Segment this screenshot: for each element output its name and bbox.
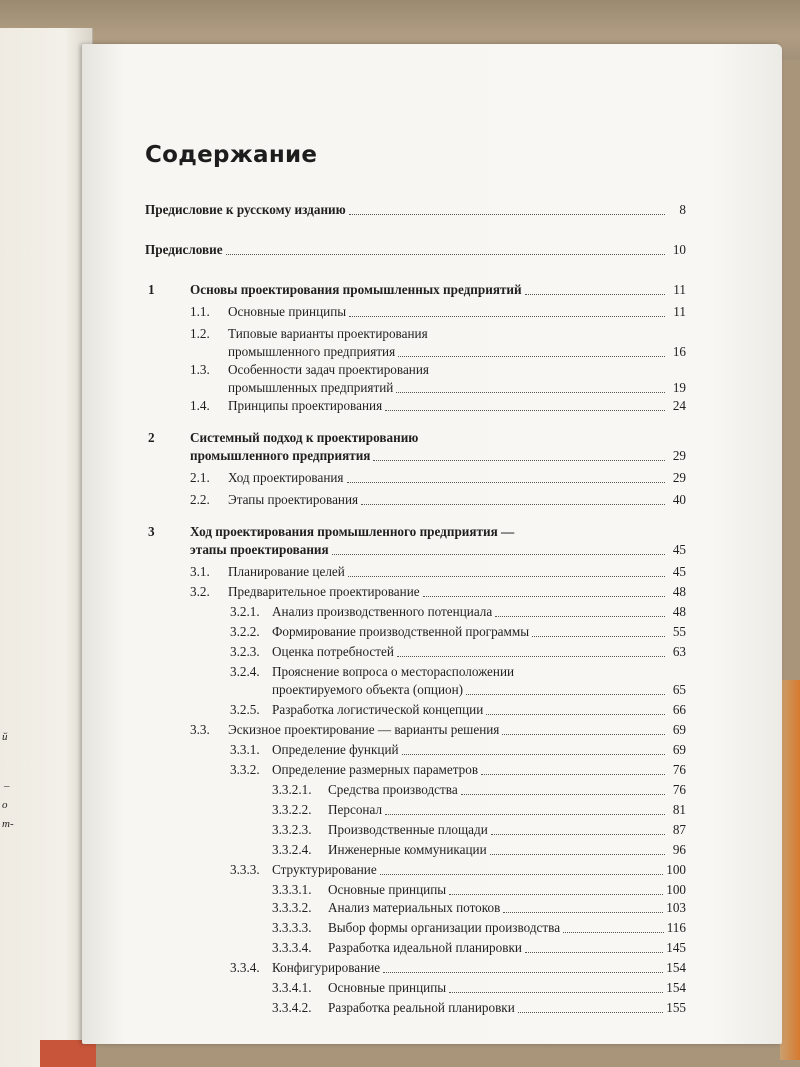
- toc-entry-number: 1: [148, 282, 155, 297]
- toc-entry-row[interactable]: [228, 722, 686, 738]
- toc-page-number: 66: [672, 702, 686, 717]
- toc-entry-row[interactable]: [190, 282, 686, 298]
- toc-entry-title: этапы проектирования: [190, 542, 329, 557]
- toc-entry-row[interactable]: [328, 940, 686, 956]
- dot-leader: [502, 733, 665, 735]
- toc-entry-title: промышленного предприятия: [190, 448, 371, 463]
- toc-entry-number: 3.3.3.2.: [272, 900, 312, 915]
- dot-leader: [402, 753, 665, 755]
- toc-entry-title: Инженерные коммуникации: [328, 842, 487, 857]
- toc-entry-title: проектируемого объекта (опцион): [272, 682, 464, 697]
- dot-leader: [226, 253, 665, 255]
- toc-entry-number: 2.1.: [190, 470, 210, 485]
- toc-entry-title: Особенности задач проектирования: [228, 362, 429, 377]
- dot-leader: [380, 873, 664, 875]
- dot-leader: [398, 355, 665, 357]
- toc-entry-number: 3.3.3.4.: [272, 940, 312, 955]
- toc-entry-row[interactable]: [272, 604, 686, 620]
- toc-entry-row[interactable]: [272, 702, 686, 718]
- toc-entry-title: промышленного предприятия: [228, 344, 396, 359]
- toc-page-number: 65: [672, 682, 686, 697]
- dot-leader: [449, 991, 663, 993]
- toc-entry-title: Определение функций: [272, 742, 399, 757]
- dot-leader: [385, 409, 665, 411]
- toc-entry-number: 3: [148, 524, 155, 539]
- toc-entry-number: 1.1.: [190, 304, 210, 319]
- toc-entry-number: 3.2.3.: [230, 644, 260, 659]
- toc-entry-title: Разработка идеальной планировки: [328, 940, 522, 955]
- toc-entry-number: 3.3.: [190, 722, 210, 737]
- toc-entry-row[interactable]: [272, 960, 686, 976]
- toc-page-number: 145: [666, 940, 686, 955]
- toc-entry-row[interactable]: [228, 492, 686, 508]
- toc-entry-title: Анализ производственного потенциала: [272, 604, 493, 619]
- toc-page-number: 40: [672, 492, 686, 507]
- toc-entry-row[interactable]: [228, 304, 686, 320]
- toc-entry-row[interactable]: [228, 344, 686, 360]
- toc-page-number: 45: [672, 564, 686, 579]
- toc-page-number: 29: [672, 448, 686, 463]
- toc-entry-row[interactable]: [328, 782, 686, 798]
- toc-entry-number: 2.2.: [190, 492, 210, 507]
- dot-leader: [449, 893, 663, 895]
- dot-leader: [373, 459, 665, 461]
- dot-leader: [423, 595, 665, 597]
- fragment: о: [2, 799, 8, 811]
- dot-leader: [397, 655, 665, 657]
- toc-page-number: 11: [673, 282, 686, 297]
- toc-page-number: 8: [679, 202, 686, 217]
- toc-entry-row[interactable]: [228, 398, 686, 414]
- toc-entry-row[interactable]: [328, 1000, 686, 1016]
- dot-leader: [525, 293, 665, 295]
- toc-entry-number: 3.3.3.3.: [272, 920, 312, 935]
- toc-entry-number: 3.3.2.4.: [272, 842, 312, 857]
- toc-entry-number: 3.3.2.: [230, 762, 260, 777]
- toc-entry-row[interactable]: [328, 882, 686, 898]
- dot-leader: [518, 1011, 663, 1013]
- fragment: й: [2, 731, 8, 743]
- toc-page-number: 69: [672, 722, 686, 737]
- dot-leader: [385, 813, 665, 815]
- toc-entry-title: Эскизное проектирование — варианты решения: [228, 722, 500, 737]
- toc-page-number: 96: [672, 842, 686, 857]
- toc-entry-title: Средства производства: [328, 782, 458, 797]
- toc-page-number: 63: [672, 644, 686, 659]
- toc-entry-number: 3.3.1.: [230, 742, 260, 757]
- toc-entry-title: Выбор формы организации производства: [328, 920, 561, 935]
- toc-entry-row[interactable]: [272, 742, 686, 758]
- toc-entry-row[interactable]: [272, 862, 686, 878]
- fragment: –: [4, 780, 10, 792]
- toc-entry-title: Персонал: [328, 802, 383, 817]
- toc-entry-title: Разработка логистической концепции: [272, 702, 484, 717]
- toc-entry-title: Разработка реальной планировки: [328, 1000, 515, 1015]
- toc-entry-row[interactable]: [272, 682, 686, 698]
- toc-entry-number: 3.2.1.: [230, 604, 260, 619]
- toc-entry-number: 3.3.4.2.: [272, 1000, 312, 1015]
- toc-entry-number: 3.3.4.1.: [272, 980, 312, 995]
- toc-entry-row[interactable]: [328, 842, 686, 858]
- dot-leader: [525, 951, 663, 953]
- toc-page-number: 87: [672, 822, 686, 837]
- toc-entry-row[interactable]: [328, 920, 686, 936]
- toc-entry-title: промышленных предприятий: [228, 380, 394, 395]
- toc-entry-row[interactable]: [190, 448, 686, 464]
- toc-page-number: 19: [672, 380, 686, 395]
- dot-leader: [532, 635, 665, 637]
- toc-entry-title: Производственные площади: [328, 822, 488, 837]
- toc-entry-row[interactable]: [145, 242, 686, 258]
- toc-entry-title: Прояснение вопроса о месторасположении: [272, 664, 515, 679]
- toc-entry-title: Структурирование: [272, 862, 377, 877]
- toc-entry-title: Этапы проектирования: [228, 492, 359, 507]
- toc-entry-number: 3.3.2.1.: [272, 782, 312, 797]
- dot-leader: [461, 793, 665, 795]
- toc-page-number: 81: [672, 802, 686, 817]
- toc-entry-row[interactable]: [228, 380, 686, 396]
- dot-leader: [481, 773, 665, 775]
- dot-leader: [466, 693, 665, 695]
- toc-entry-number: 3.3.2.3.: [272, 822, 312, 837]
- toc-entry-row[interactable]: [328, 822, 686, 838]
- toc-entry-title: Предисловие к русскому изданию: [145, 202, 346, 217]
- toc-entry-number: 3.3.3.: [230, 862, 260, 877]
- toc-page-number: 16: [672, 344, 686, 359]
- toc-page-number: 154: [666, 960, 686, 975]
- dot-leader: [349, 315, 665, 317]
- toc-page-number: 154: [666, 980, 686, 995]
- toc-entry-title: Основы проектирования промышленных предприятий: [190, 282, 522, 297]
- toc-entry-row[interactable]: [228, 470, 686, 486]
- toc-page-number: 48: [672, 584, 686, 599]
- toc-page-number: 48: [672, 604, 686, 619]
- dot-leader: [503, 911, 663, 913]
- toc-entry-row[interactable]: [145, 202, 686, 218]
- toc-entry-row[interactable]: [228, 564, 686, 580]
- toc-entry-title: Системный подход к проектированию: [190, 430, 419, 445]
- toc-entry-title: Ход проектирования: [228, 470, 344, 485]
- dot-leader: [348, 575, 665, 577]
- dot-leader: [563, 931, 664, 933]
- toc-page-number: 29: [672, 470, 686, 485]
- toc-entry-title: Формирование производственной программы: [272, 624, 530, 639]
- toc-page-number: 55: [672, 624, 686, 639]
- toc-page-number: 103: [666, 900, 686, 915]
- dot-leader: [490, 853, 665, 855]
- toc-entry-row[interactable]: [328, 980, 686, 996]
- toc-entry-title: Конфигурирование: [272, 960, 381, 975]
- toc-entry-title: Типовые варианты проектирования: [228, 326, 428, 341]
- toc-entry-title: Оценка потребностей: [272, 644, 394, 659]
- toc-entry-title: Предисловие: [145, 242, 223, 257]
- toc-entry-row[interactable]: [272, 644, 686, 660]
- dot-leader: [349, 213, 665, 215]
- toc-page-number: 10: [672, 242, 686, 257]
- toc-entry-number: 3.2.2.: [230, 624, 260, 639]
- toc-entry-title: Ход проектирования промышленного предприятия —: [190, 524, 515, 539]
- dot-leader: [491, 833, 665, 835]
- toc-page-number: 24: [672, 398, 686, 413]
- toc-entry-number: 3.3.4.: [230, 960, 260, 975]
- dot-leader: [495, 615, 665, 617]
- toc-page-number: 69: [672, 742, 686, 757]
- toc-entry-title: Основные принципы: [328, 882, 447, 897]
- toc-entry-number: 3.2.: [190, 584, 210, 599]
- dot-leader: [396, 391, 665, 393]
- toc-entry-title: Определение размерных параметров: [272, 762, 479, 777]
- dot-leader: [383, 971, 663, 973]
- toc-entry-title: Принципы проектирования: [228, 398, 383, 413]
- toc-entry-row[interactable]: [190, 542, 686, 558]
- page-title: Содержание: [145, 142, 318, 168]
- dot-leader: [332, 553, 665, 555]
- toc-entry-number: 2: [148, 430, 155, 445]
- toc-entry-row[interactable]: [272, 762, 686, 778]
- toc-entry-row[interactable]: [328, 802, 686, 818]
- toc-entry-row[interactable]: [228, 584, 686, 600]
- toc-entry-number: 1.3.: [190, 362, 210, 377]
- toc-page-number: 100: [666, 862, 686, 877]
- toc-page-number: 155: [666, 1000, 686, 1015]
- toc-entry-number: 1.2.: [190, 326, 210, 341]
- toc-entry-number: 3.3.3.1.: [272, 882, 312, 897]
- fragment: т-: [2, 818, 14, 830]
- toc-entry-title: Предварительное проектирование: [228, 584, 420, 599]
- toc-page-number: 100: [666, 882, 686, 897]
- toc-entry-title: Анализ материальных потоков: [328, 900, 501, 915]
- toc-entry-title: Планирование целей: [228, 564, 345, 579]
- dot-leader: [347, 481, 666, 483]
- toc-entry-number: 3.2.4.: [230, 664, 260, 679]
- dot-leader: [361, 503, 665, 505]
- toc-entry-number: 3.3.2.2.: [272, 802, 312, 817]
- toc-page-number: 45: [672, 542, 686, 557]
- toc-entry-title: Основные принципы: [328, 980, 447, 995]
- toc-page-number: 76: [672, 762, 686, 777]
- toc-entry-number: 1.4.: [190, 398, 210, 413]
- dot-leader: [486, 713, 665, 715]
- toc-page-number: 11: [673, 304, 686, 319]
- toc-entry-title: Основные принципы: [228, 304, 347, 319]
- toc-page-number: 76: [672, 782, 686, 797]
- toc-entry-number: 3.2.5.: [230, 702, 260, 717]
- toc-entry-number: 3.1.: [190, 564, 210, 579]
- toc-page-number: 116: [666, 920, 686, 935]
- toc-entry-row[interactable]: [328, 900, 686, 916]
- toc-entry-row[interactable]: [272, 624, 686, 640]
